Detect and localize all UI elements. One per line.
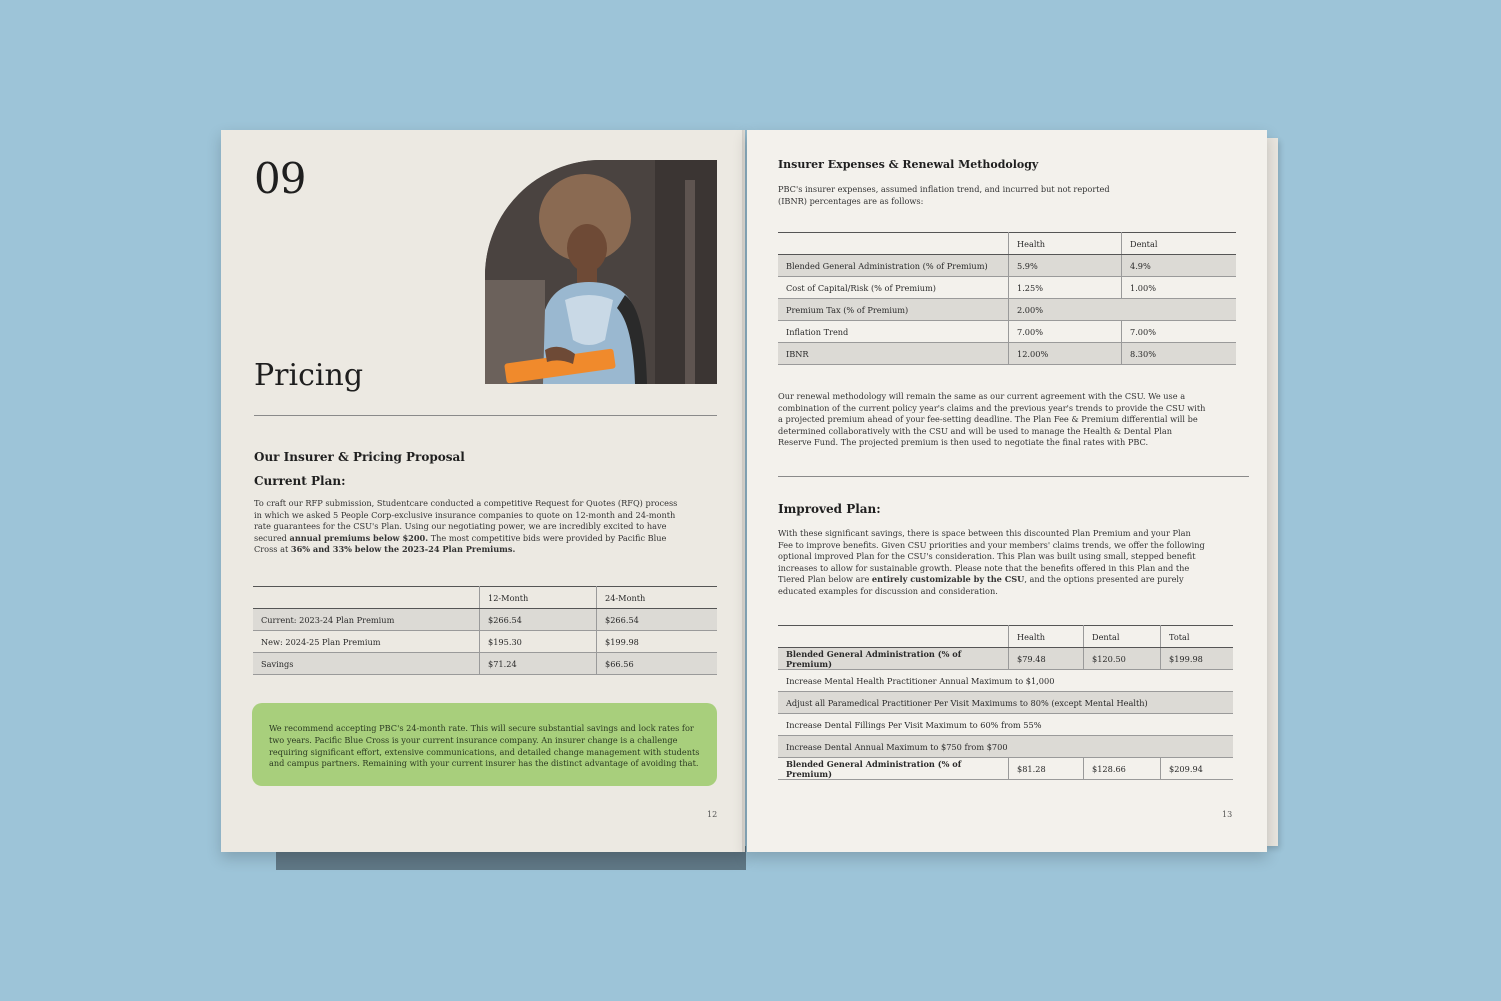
table-cell: 7.00%	[1009, 321, 1122, 343]
table-header: 12-Month	[480, 587, 597, 609]
divider	[254, 415, 717, 416]
table-header: Dental	[1084, 626, 1161, 648]
proposal-heading: Our Insurer & Pricing Proposal	[254, 450, 465, 464]
table-cell: $128.66	[1084, 758, 1161, 780]
table-cell: Cost of Capital/Risk (% of Premium)	[778, 277, 1009, 299]
improved-plan-table	[778, 625, 1233, 780]
table-cell: $199.98	[597, 631, 718, 653]
recommendation-text: We recommend accepting PBC's 24-month rate. This will secure substantial savings and lock rates for two years. Pacific Blue Cross is your current insurance company. An insurer change is a challenge requiring significant effort, extensive communications, and detailed change management with students and campus partners. Remaining with your current insurer has the distinct advantage of avoiding that.	[269, 723, 700, 769]
table-header: Total	[1161, 626, 1234, 648]
table-cell: $81.28	[1009, 758, 1084, 780]
table-cell: $79.48	[1009, 648, 1084, 670]
table-header: Health	[1009, 626, 1084, 648]
table-row	[778, 714, 1233, 736]
divider	[778, 476, 1249, 477]
table-row	[778, 758, 1233, 780]
table-cell: Blended General Administration (% of Premium)	[778, 255, 1009, 277]
table-cell: Inflation Trend	[778, 321, 1009, 343]
improved-plan-heading: Improved Plan:	[778, 502, 881, 516]
table-row	[778, 736, 1233, 758]
table-cell: 5.9%	[1009, 255, 1122, 277]
right-page	[747, 130, 1267, 852]
table-cell: 8.30%	[1122, 343, 1237, 365]
benefit-item: Increase Dental Fillings Per Visit Maximum to 60% from 55%	[778, 714, 1233, 736]
table-header	[778, 233, 1009, 255]
table-cell: 4.9%	[1122, 255, 1237, 277]
table-cell: $120.50	[1084, 648, 1161, 670]
table-row	[253, 653, 717, 675]
student-photo	[485, 160, 717, 384]
table-cell: $266.54	[597, 609, 718, 631]
table-cell: Premium Tax (% of Premium)	[778, 299, 1009, 321]
table-cell: Current: 2023-24 Plan Premium	[253, 609, 480, 631]
recommendation-callout	[252, 703, 717, 786]
left-page	[221, 130, 745, 852]
table-header: Health	[1009, 233, 1122, 255]
table-cell: $195.30	[480, 631, 597, 653]
table-cell: 1.25%	[1009, 277, 1122, 299]
table-row	[778, 648, 1233, 670]
benefit-item: Increase Dental Annual Maximum to $750 from $700	[778, 736, 1233, 758]
improved-plan-paragraph: With these significant savings, there is space between this discounted Plan Premium and your Plan Fee to improve benefits. Given CSU priorities and your members' claims trends, we offer the following optional improved Plan for the CSU's consideration. This Plan was built using small, stepped benefit increases to allow for sustainable growth. Please note that the benefits offered in this Plan and the Tiered Plan below are entirely customizable by the CSU, and the options presented are purely educated examples for discussion and consideration.	[778, 528, 1205, 596]
table-row	[253, 609, 717, 631]
table-header	[778, 626, 1009, 648]
table-row	[778, 670, 1233, 692]
table-row	[253, 631, 717, 653]
table-header	[253, 587, 480, 609]
section-number: 09	[254, 154, 306, 203]
table-cell: Savings	[253, 653, 480, 675]
table-row	[778, 299, 1236, 321]
section-title: Pricing	[254, 358, 364, 393]
table-cell: $266.54	[480, 609, 597, 631]
table-header-row	[778, 233, 1236, 255]
table-cell: 2.00%	[1009, 299, 1237, 321]
table-cell: 7.00%	[1122, 321, 1237, 343]
table-row	[778, 277, 1236, 299]
table-row	[778, 692, 1233, 714]
table-cell: Blended General Administration (% of Premium)	[778, 758, 1009, 780]
table-cell: $66.56	[597, 653, 718, 675]
current-plan-heading: Current Plan:	[254, 474, 346, 488]
current-plan-paragraph: To craft our RFP submission, Studentcare conducted a competitive Request for Quotes (RFQ) process in which we asked 5 People Corp-exclusive insurance companies to quote on 12-month and 24-month rate guarantees for the CSU's Plan. Using our negotiating power, we are incredibly excited to have secured annual premiums below $200. The most competitive bids were provided by Pacific Blue Cross at 36% and 33% below the 2023-24 Plan Premiums.	[254, 498, 678, 555]
table-header: 24-Month	[597, 587, 718, 609]
page-number: 12	[707, 810, 718, 819]
renewal-paragraph: Our renewal methodology will remain the same as our current agreement with the CSU. We use a combination of the current policy year's claims and the previous year's trends to provide the CSU with a projected premium ahead of your fee-setting deadline. The Plan Fee & Premium differential will be determined collaboratively with the CSU and will be used to manage the Health & Dental Plan Reserve Fund. The projected premium is then used to negotiate the final rates with PBC.	[778, 391, 1206, 448]
premium-table	[253, 586, 717, 675]
expenses-intro: PBC's insurer expenses, assumed inflation trend, and incurred but not reported (IBNR) percentages are as follows:	[778, 184, 1110, 206]
table-row	[778, 343, 1236, 365]
table-cell: New: 2024-25 Plan Premium	[253, 631, 480, 653]
table-cell: Blended General Administration (% of Premium)	[778, 648, 1009, 670]
table-header: Dental	[1122, 233, 1237, 255]
benefit-item: Adjust all Paramedical Practitioner Per Visit Maximums to 80% (except Mental Health)	[778, 692, 1233, 714]
table-cell: $71.24	[480, 653, 597, 675]
table-header-row	[253, 587, 717, 609]
table-cell: 12.00%	[1009, 343, 1122, 365]
student-photo-illustration	[485, 160, 717, 384]
table-row	[778, 255, 1236, 277]
page-number: 13	[1222, 810, 1233, 819]
table-header-row	[778, 626, 1233, 648]
benefit-item: Increase Mental Health Practitioner Annual Maximum to $1,000	[778, 670, 1233, 692]
table-cell: $199.98	[1161, 648, 1234, 670]
insurer-expenses-heading: Insurer Expenses & Renewal Methodology	[778, 158, 1039, 171]
table-cell: IBNR	[778, 343, 1009, 365]
table-cell: 1.00%	[1122, 277, 1237, 299]
table-row	[778, 321, 1236, 343]
table-cell: $209.94	[1161, 758, 1234, 780]
expenses-table	[778, 232, 1236, 365]
